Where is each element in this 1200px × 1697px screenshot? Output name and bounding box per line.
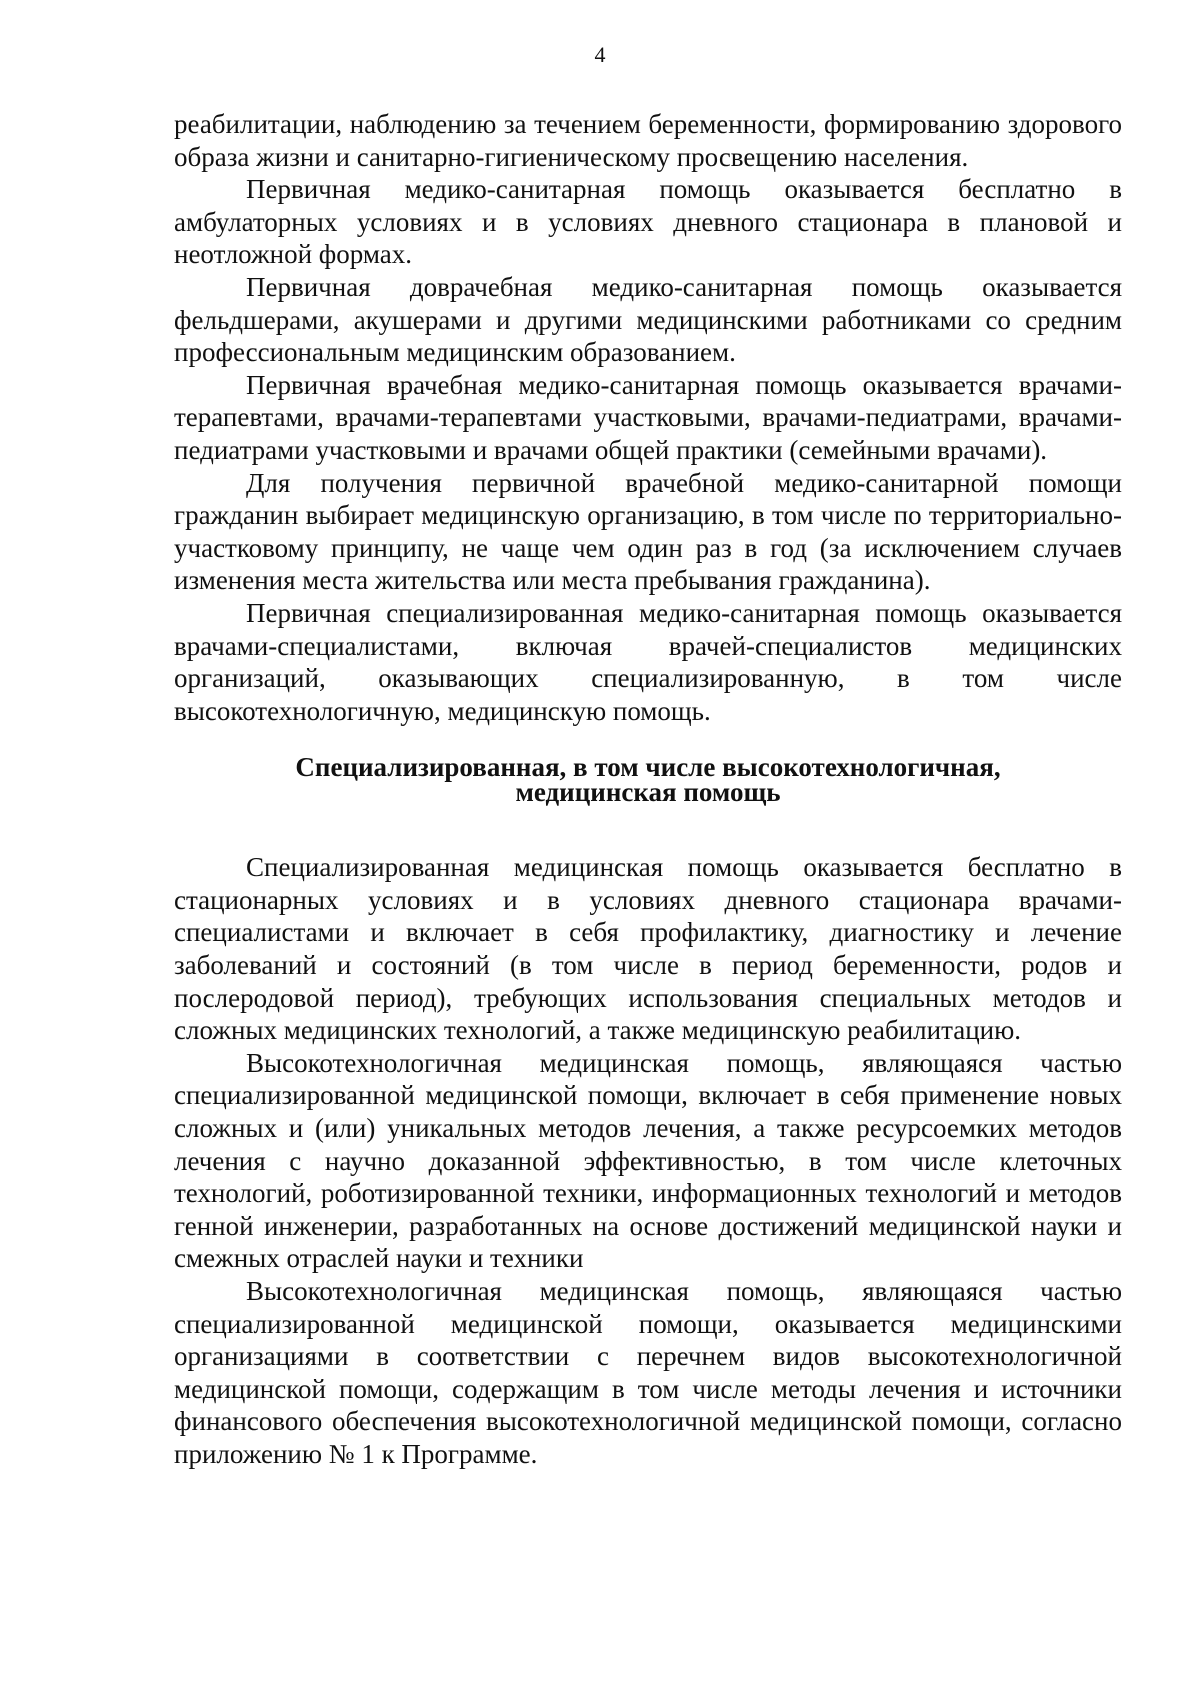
paragraph-choice-of-organization: Для получения первичной врачебной медико-санитарной помощи гражданин выбирает медицинскую организацию, в том числе по территориально-участковому принципу, не чаще чем один раз в год (за исключением случаев изменения места жительства или места пребывания гражданина). xyxy=(174,467,1122,596)
page-number: 4 xyxy=(594,42,606,67)
paragraph-pre-medical-care: Первичная доврачебная медико-санитарная помощь оказывается фельдшерами, акушерами и другими медицинскими работниками со средним профессиональным медицинским образованием. xyxy=(174,271,1122,368)
paragraph-primary-care-free: Первичная медико-санитарная помощь оказывается бесплатно в амбулаторных условиях и в условиях дневного стационара в плановой и неотложной формах. xyxy=(174,174,1122,270)
section-heading-line-2: медицинская помощь xyxy=(515,777,781,808)
section-heading-line-1: Специализированная, в том числе высокотехнологичная, xyxy=(295,752,1001,783)
document-body xyxy=(174,108,1122,1471)
section-heading xyxy=(174,727,1122,851)
paragraph-physician-care: Первичная врачебная медико-санитарная помощь оказывается врачами-терапевтами, врачами-терапевтами участковыми, врачами-педиатрами, врачами-педиатрами участковыми и врачами общей практики (семейными врачами). xyxy=(174,369,1122,465)
paragraph-continuation: реабилитации, наблюдению за течением беременности, формированию здорового образа жизни и санитарно-гигиеническому просвещению населения. xyxy=(174,109,1122,172)
paragraph-high-tech-care-provision: Высокотехнологичная медицинская помощь, являющаяся частью специализированной медицинской помощи, оказывается медицинскими организациями в соответствии с перечнем видов высокотехнологичной медицинской помощи, содержащим в том числе методы лечения и источники финансового обеспечения высокотехнологичной медицинской помощи, согласно приложению № 1 к Программе. xyxy=(174,1276,1122,1469)
paragraph-specialized-primary-care: Первичная специализированная медико-санитарная помощь оказывается врачами-специалистами, включая врачей-специалистов медицинских организаций, оказывающих специализированную, в том числе высокотехнологичную, медицинскую помощь. xyxy=(174,597,1122,726)
paragraph-high-tech-care-definition: Высокотехнологичная медицинская помощь, являющаяся частью специализированной медицинской помощи, включает в себя применение новых сложных и (или) уникальных методов лечения, а также ресурсоемких методов лечения с научно доказанной эффективностью, в том числе клеточных технологий, роботизированной техники, информационных технологий и методов генной инженерии, разработанных на основе достижений медицинской науки и смежных отраслей науки и техники xyxy=(174,1047,1122,1274)
paragraph-specialized-care: Специализированная медицинская помощь оказывается бесплатно в стационарных условиях и в условиях дневного стационара врачами-специалистами и включает в себя профилактику, диагностику и лечение заболеваний и состояний (в том числе в период беременности, родов и послеродовой период), требующих использования специальных методов и сложных медицинских технологий, а также медицинскую реабилитацию. xyxy=(174,852,1122,1046)
